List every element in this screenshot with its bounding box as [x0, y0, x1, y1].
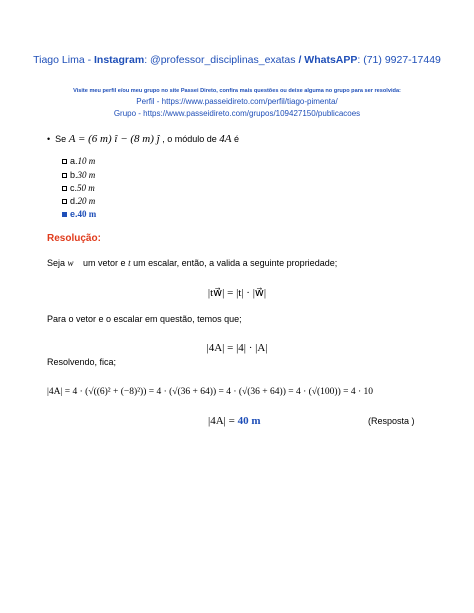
option-b[interactable]: b. 30 m: [62, 170, 95, 180]
equation-solution: |4A| = 4 · (√((6)² + (−8)²)) = 4 · (√(36 + 64)) = 4 · (√(36 + 64)) = 4 · (√(100)) = 4 · 10: [47, 387, 374, 397]
result-value: 40 m: [237, 415, 261, 427]
checkbox-icon[interactable]: [62, 159, 67, 164]
author-name: Tiago Lima: [33, 54, 85, 66]
whatsapp-label: WhatsAPP: [304, 54, 358, 66]
header-line: Tiago Lima - Instagram: @professor_disciplinas_exatas / WhatsAPP: (71) 9927-17449: [33, 54, 441, 66]
question-formula: A = (6 m) î − (8 m) ĵ: [68, 133, 160, 145]
option-e[interactable]: e. 40 m: [62, 209, 96, 219]
checkbox-icon[interactable]: [62, 173, 67, 178]
perfil-link[interactable]: Perfil - https://www.passeidireto.com/perfil/tiago-pimenta/: [136, 97, 338, 106]
option-c[interactable]: c. 50 m: [62, 183, 95, 193]
checkbox-checked-icon[interactable]: [62, 212, 67, 217]
paragraph-1: Seja w⃗ um vetor e t um escalar, então, a valida a seguinte propriedade;: [47, 258, 338, 268]
option-a[interactable]: a. 10 m: [62, 156, 95, 166]
question-target: 4A: [219, 133, 232, 145]
equation-property: |tw⃗| = |t| · |w⃗|: [207, 287, 267, 299]
checkbox-icon[interactable]: [62, 199, 67, 204]
option-d[interactable]: d. 20 m: [62, 196, 95, 206]
resolution-title: Resolução:: [47, 233, 101, 244]
answer-label: (Resposta ): [368, 416, 415, 426]
instagram-handle[interactable]: : @professor_disciplinas_exatas: [144, 54, 296, 66]
equation-result: |4A| = 40 m: [208, 415, 261, 427]
paragraph-2: Para o vetor e o escalar em questão, temos que;: [47, 314, 242, 324]
promo-text: Visite meu perfil e/ou meu grupo no site Passei Direto, confira mais questões ou deixe alguma no grupo para ser resolvida:: [73, 88, 401, 94]
equation-scalar: |4A| = |4| · |A|: [206, 342, 268, 354]
paragraph-3: Resolvendo, fica;: [47, 357, 117, 367]
checkbox-icon[interactable]: [62, 186, 67, 191]
bullet-icon: •: [47, 134, 51, 144]
question: • Se A = (6 m) î − (8 m) ĵ , o módulo de 4A é: [47, 133, 240, 145]
grupo-link[interactable]: Grupo - https://www.passeidireto.com/grupos/109427150/publicacoes: [113, 109, 361, 118]
instagram-label: Instagram: [94, 54, 145, 66]
whatsapp-number[interactable]: : (71) 9927-17449: [357, 54, 441, 66]
